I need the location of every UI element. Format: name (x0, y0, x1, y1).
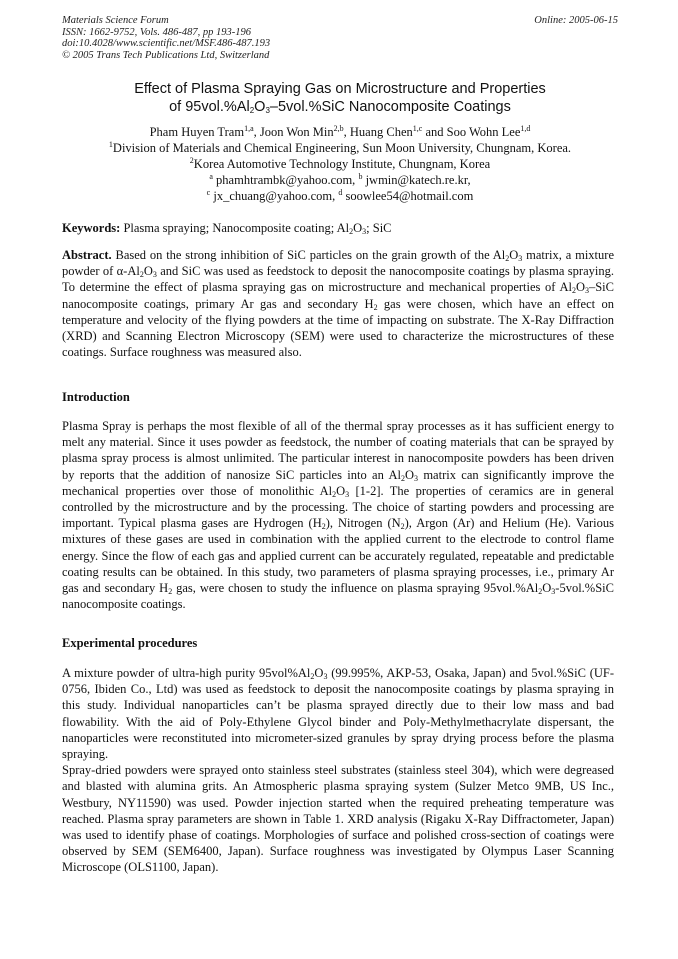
email-line-1: $^a$ phamhtrambk@yahoo.com, $^b$ jwmin@katech.re.kr, (209, 172, 471, 187)
paper-title (62, 80, 618, 116)
doi-line: doi:10.4028/www.scientific.net/MSF.486-487.193 (62, 38, 271, 49)
copyright-line: © 2005 Trans Tech Publications Ltd, Switzerland (62, 49, 270, 61)
abstract: Abstract. Based on the strong inhibition of SiC particles on the grain growth of the $Al_2O_3$ matrix, a mixture powder of $\alpha-Al_2O_3$ and SiC was used as feedstock to deposit the nanocomposite coatings by plasma spraying. To determine the effect of plasma spraying gas on microstructure and mechanical properties of $Al_2O_3$–SiC nanocomposite coatings, primary Ar gas and secondary $H_2$ gas were chosen, which have an effect on temperature and velocity of the flying powders at the time of impacting on substrate. The X-Ray Diffraction (XRD) and Scanning Electron Microscopy (SEM) were used to characterize the microstructures of these coatings. Surface roughness was measured also. (62, 248, 614, 360)
journal-name: Materials Science Forum (62, 15, 169, 26)
affiliation-1: $^1$Division of Materials and Chemical Engineering, Sun Moon University, Chungnam, Korea. (108, 140, 572, 155)
author-block (62, 124, 618, 204)
abstract-label: Abstract. (62, 248, 112, 262)
introduction-paragraph: Plasma Spray is perhaps the most flexible of all of the thermal spray processes as it has sufficient energy to melt any material. Since it uses powder as feedstock, the number of coating materials that can be sprayed by plasma spray process is almost unlimited. The particular interest in nanocomposite powders has been driven by reports that the addition of nanosize SiC particles into an $Al_2O_3$ matrix can significantly improve the mechanical properties over those of monolithic $Al_2O_3$ [1-2]. The properties of ceramics are in general controlled by the microstructure and by the processing. The choice of starting powders and processing are important. Typical plasma gases are Hydrogen $(H_2)$, Nitrogen $(N_2)$, Argon (Ar) and Helium (He). Various mixtures of these gases are used in combination with the applied current to the electrode to control flame energy. Since the flow of each gas and applied current can be accurately regulated, repeatable and predictable coating results can be obtained. In this study, two parameters of plasma spraying processes, i.e., primary Ar gas and secondary $H_2$ gas, were chosen to study the influence on plasma spraying $95vol.\%Al_2O_3-5vol.\%SiC$ nanocomposite coatings. (62, 419, 614, 612)
affiliation-2: $^2$Korea Automotive Technology Institute, Chungnam, Korea (189, 156, 491, 171)
email-line-2: $^c$ jx_chuang@yahoo.com, $^d$ soowlee54@hotmail.com (206, 188, 474, 203)
experimental-paragraph-1: A mixture powder of ultra-high purity $95vol\%Al_2O_3$ (99.995%, AKP-53, Osaka, Japan) and 5vol.%SiC (UF-0756, Ibiden Co., Ltd) was used as feedstock to deposit the nanocomposite coatings by plasma spraying in this study. Individual nanoparticles can’t be plasma sprayed directly due to their low mass and bad flowability. With the aid of Poly-Ethylene Glycol binder and Poly-Methylmethacrylate dispersant, the nanoparticles were reconstituted into micrometer-sized granules by spray drying process before the plasma spraying. (62, 666, 615, 762)
keywords: Keywords: Plasma spraying; Nanocomposite coating; $Al_2O_3$; SiC (62, 221, 392, 236)
experimental-heading: Experimental procedures (62, 636, 198, 650)
experimental-section (62, 665, 614, 876)
title-line-1: Effect of Plasma Spraying Gas on Microstructure and Properties (134, 81, 546, 97)
journal-header (62, 15, 618, 61)
online-date: Online: 2005-06-15 (534, 15, 618, 26)
keywords-label: Keywords: (62, 221, 121, 235)
author-list: Pham Huyen Tram$^{1,a}$, Joon Won Min$^{2,b}$, Huang Chen$^{1,c}$ and Soo Wohn Lee$^{1,d}$ (149, 124, 531, 139)
introduction-heading: Introduction (62, 390, 130, 404)
issn-line: ISSN: 1662-9752, Vols. 486-487, pp 193-196 (62, 26, 251, 38)
experimental-paragraph-2: Spray-dried powders were sprayed onto stainless steel substrates (stainless steel 304), which were degreased and blasted with alumina grits. An Atmospheric plasma spraying system (Sulzer Metco 9MB, US Inc., Westbury, NY11590) was used. Powder injection started when the required preheating temperature was reached. Plasma spray parameters are shown in Table 1. XRD analysis (Rigaku X-Ray Diffractometer, Japan) was used to identify phase of coatings. Morphologies of surface and polished cross-section of coatings were observed by SEM (SEM6400, Japan). Surface roughness was investigated by Olympus Laser Scanning Microscope (OLS1100, Japan). (62, 763, 614, 875)
title-line-2: of $95vol.\%Al_2O_3-5vol.\%SiC$ Nanocomposite Coatings (169, 99, 511, 115)
